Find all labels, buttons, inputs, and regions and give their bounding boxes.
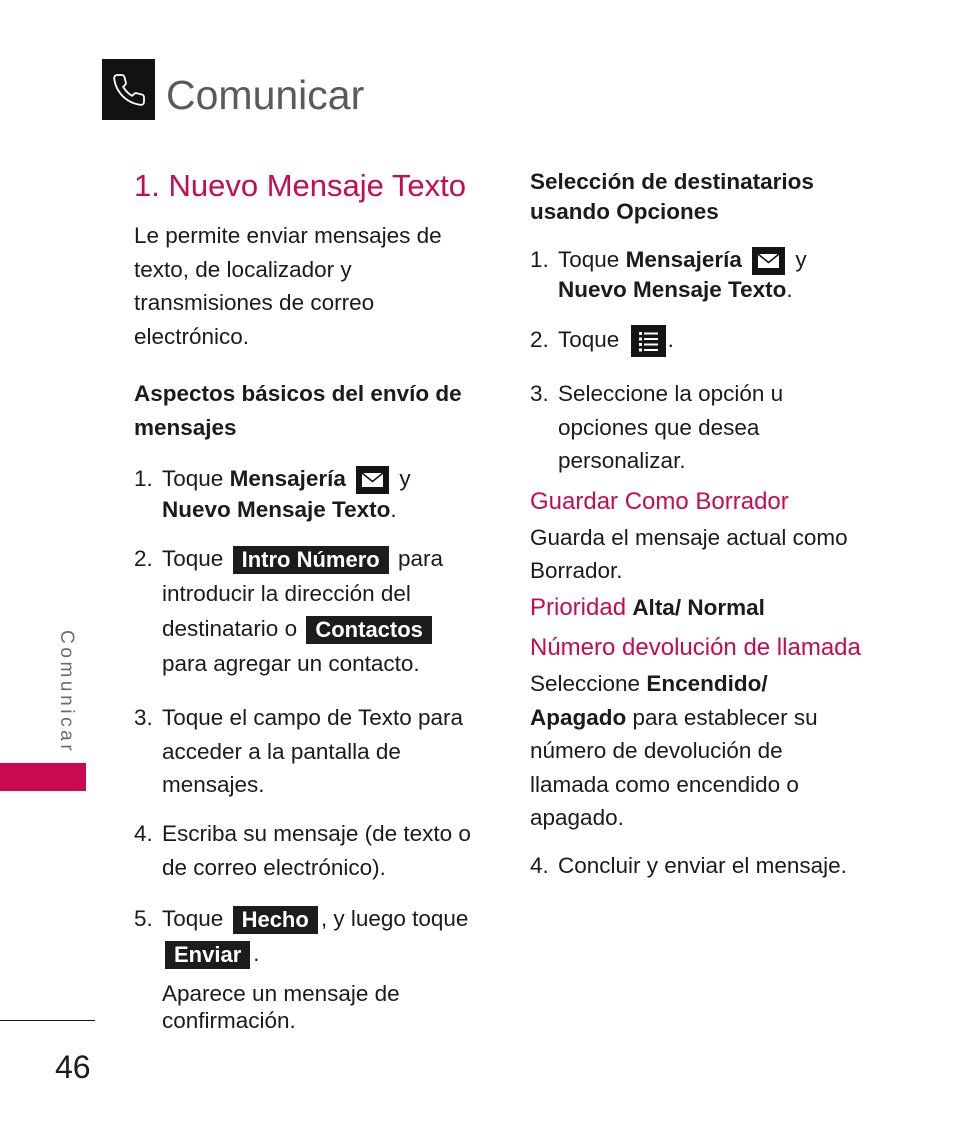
description-line: número de devolución de	[530, 738, 783, 763]
off-value: Apagado	[530, 704, 627, 730]
step-text: destinatario o	[162, 616, 298, 641]
step-line: introducir la dirección del	[162, 581, 411, 606]
hecho-key: Hecho	[233, 906, 318, 934]
heading-line: usando Opciones	[530, 199, 719, 224]
step-number: 4.	[530, 853, 549, 878]
phone-icon	[111, 72, 147, 108]
step-text: y	[795, 247, 807, 272]
enviar-key: Enviar	[165, 941, 250, 969]
step-text: .	[786, 277, 793, 302]
step-number: 5.	[134, 906, 153, 931]
step-line: opciones que desea	[558, 414, 760, 440]
menu-name: Mensajería	[229, 466, 346, 491]
step-number: 2.	[530, 327, 549, 352]
step-number: 2.	[134, 546, 153, 571]
intro-line: texto, de localizador y	[134, 256, 352, 282]
step-text: y	[399, 466, 411, 491]
description-text: Seleccione	[530, 671, 641, 696]
step-line: acceder a la pantalla de	[162, 738, 401, 764]
intro-line: transmisiones de correo	[134, 290, 375, 315]
heading-line: Aspectos básicos del envío de	[134, 381, 462, 406]
step-text: Toque	[162, 906, 224, 931]
step-line	[558, 324, 674, 356]
note-line: confirmación.	[162, 1008, 296, 1033]
basics-step-5	[134, 901, 468, 971]
intro-line: Le permite enviar mensajes de	[134, 223, 442, 248]
option-save-draft-title: Guardar Como Borrador	[530, 488, 789, 515]
step-line: mensajes.	[162, 772, 265, 797]
priority-values: Alta/ Normal	[632, 595, 765, 620]
description-line: Guarda el mensaje actual como	[530, 525, 848, 550]
description-line	[530, 701, 818, 735]
step-text: .	[253, 941, 260, 966]
chapter-title: Comunicar	[166, 72, 365, 118]
options-step-2	[530, 324, 674, 356]
step-line	[162, 541, 443, 576]
options-step-3	[530, 377, 783, 478]
chapter-icon-box	[102, 59, 155, 120]
step-number: 3.	[134, 705, 153, 730]
description-text: para establecer su	[632, 704, 818, 730]
step-text: para	[397, 546, 444, 571]
basics-heading	[134, 377, 462, 445]
option-priority	[530, 593, 765, 623]
step-text: .	[390, 497, 397, 522]
step-text: Toque	[558, 247, 620, 272]
recipients-heading	[530, 167, 814, 227]
envelope-icon	[356, 466, 389, 494]
step-line: personalizar.	[558, 448, 686, 473]
option-priority-title: Prioridad	[530, 594, 627, 621]
note-line: Aparece un mensaje de	[162, 981, 400, 1006]
basics-step-1	[134, 463, 411, 525]
description-line: Borrador.	[530, 558, 623, 583]
step-line	[162, 611, 443, 646]
intro-numero-key: Intro Número	[233, 546, 389, 574]
menu-list-icon	[631, 325, 666, 357]
intro-paragraph	[134, 219, 442, 353]
confirmation-note	[162, 980, 400, 1034]
step-text: , y luego toque	[320, 906, 469, 931]
step-line: Escriba su mensaje (de texto o	[162, 821, 471, 846]
step-line	[162, 463, 411, 494]
step-number: 1.	[134, 466, 153, 491]
description-line: apagado.	[530, 805, 624, 830]
side-tab-label: Comunicar	[56, 630, 77, 755]
step-line: Seleccione la opción u	[558, 381, 784, 406]
options-step-4	[530, 851, 847, 881]
step-text: Toque	[162, 466, 224, 491]
page-number: 46	[55, 1049, 91, 1085]
step-line: Concluir y enviar el mensaje.	[558, 853, 847, 878]
step-text: .	[667, 327, 674, 352]
step-line: para agregar un contacto.	[162, 651, 420, 676]
option-save-draft-description	[530, 521, 848, 587]
footer-rule	[0, 1020, 95, 1021]
step-line	[162, 936, 468, 971]
heading-line: Selección de destinatarios	[530, 169, 814, 194]
priority-line	[530, 593, 765, 623]
contactos-key: Contactos	[306, 616, 432, 644]
step-number: 3.	[530, 381, 549, 406]
step-line	[558, 245, 807, 275]
menu-name: Mensajería	[625, 247, 742, 272]
basics-step-3	[134, 701, 463, 802]
step-line: de correo electrónico).	[162, 855, 386, 880]
basics-step-4	[134, 817, 471, 885]
step-text: Toque	[162, 546, 224, 571]
step-number: 1.	[530, 247, 549, 272]
envelope-icon	[752, 247, 785, 275]
options-step-1	[530, 245, 807, 305]
basics-step-2	[134, 541, 443, 681]
section-title: 1. Nuevo Mensaje Texto	[134, 168, 467, 203]
option-callback-title: Número devolución de llamada	[530, 634, 861, 661]
step-text: Toque	[558, 327, 620, 352]
option-name: Nuevo Mensaje Texto	[558, 277, 787, 302]
description-line: llamada como encendido o	[530, 771, 799, 797]
step-line	[558, 275, 807, 305]
intro-line: electrónico.	[134, 323, 250, 349]
side-tab-marker	[0, 763, 86, 791]
step-line	[162, 494, 411, 525]
on-value: Encendido/	[646, 671, 768, 696]
heading-line: mensajes	[134, 415, 237, 440]
option-callback-description	[530, 667, 818, 835]
description-line	[530, 667, 818, 701]
option-name: Nuevo Mensaje Texto	[162, 497, 391, 522]
step-number: 4.	[134, 821, 153, 846]
step-line	[162, 901, 468, 936]
step-line: Toque el campo de Texto para	[162, 705, 464, 730]
